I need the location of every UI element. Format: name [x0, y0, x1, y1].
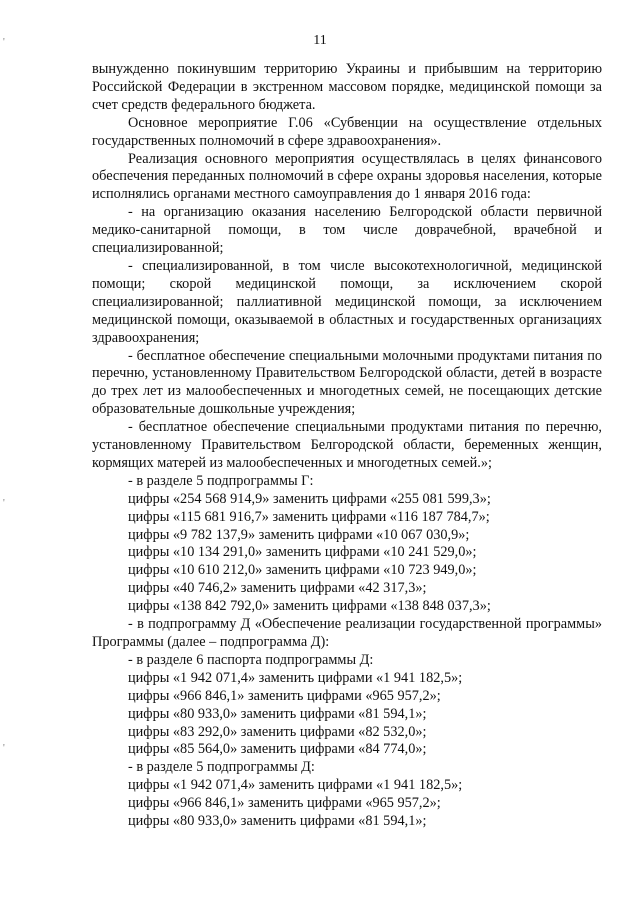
list-item: цифры «1 942 071,4» заменить цифрами «1 941 182,5»; — [128, 777, 463, 794]
list-item: цифры «966 846,1» заменить цифрами «965 957,2»; — [128, 795, 441, 812]
page-number: 11 — [313, 33, 327, 48]
paragraph: - специализированной, в том числе высокотехнологичной, медицинской помощи; скорой медицинской помощи, за исключением скорой специализированной; паллиативной медицинской помощи, за исключением медицинской помощи, оказываемой в областных и государственных организациях здравоохранения; — [92, 257, 602, 346]
paragraph: Основное мероприятие Г.06 «Субвенции на осуществление отдельных государственных полномочий в сфере здравоохранения». — [92, 114, 602, 149]
section-heading: - в разделе 6 паспорта подпрограммы Д: — [128, 651, 374, 668]
list-item: цифры «9 782 137,9» заменить цифрами «10 067 030,9»; — [128, 526, 470, 543]
paragraph: - в подпрограмму Д «Обеспечение реализации государственной программы» Программы (далее – подпрограмма Д): — [92, 616, 602, 650]
margin-mark: ' — [3, 743, 5, 754]
list-item: цифры «40 746,2» заменить цифрами «42 317,3»; — [128, 580, 427, 597]
margin-mark: ' — [3, 498, 5, 509]
section-heading: - в разделе 5 подпрограммы Г: — [128, 472, 314, 489]
list-item: цифры «10 610 212,0» заменить цифрами «10 723 949,0»; — [128, 562, 477, 579]
list-item: цифры «254 568 914,9» заменить цифрами «255 081 599,3»; — [128, 490, 491, 507]
list-item: цифры «1 942 071,4» заменить цифрами «1 941 182,5»; — [128, 669, 463, 686]
section-d6 — [92, 652, 602, 759]
list-item: цифры «138 842 792,0» заменить цифрами «138 848 037,3»; — [128, 598, 491, 615]
list-item: цифры «115 681 916,7» заменить цифрами «116 187 784,7»; — [128, 508, 490, 525]
section-g5 — [92, 473, 602, 616]
paragraph: - на организацию оказания населению Белгородской области первичной медико-санитарной помощи, в том числе доврачебной, врачебной и специализированной; — [92, 204, 602, 257]
list-item: цифры «83 292,0» заменить цифрами «82 532,0»; — [128, 723, 427, 740]
margin-mark: ' — [3, 37, 5, 48]
list-item: цифры «10 134 291,0» заменить цифрами «10 241 529,0»; — [128, 544, 477, 561]
section-heading: - в разделе 5 подпрограммы Д: — [128, 759, 315, 776]
paragraph: Реализация основного мероприятия осуществлялась в целях финансового обеспечения переданных полномочий в сфере охраны здоровья населения, которые исполнялись органами местного самоуправления до 1 января 2016 года: — [92, 150, 602, 203]
list-item: цифры «966 846,1» заменить цифрами «965 957,2»; — [128, 687, 441, 704]
section-d5 — [92, 759, 602, 831]
list-item: цифры «85 564,0» заменить цифрами «84 774,0»; — [128, 741, 427, 758]
paragraph: - бесплатное обеспечение специальными продуктами питания по перечню, установленному Правительством Белгородской области, беременных женщин, кормящих матерей из малообеспеченных и многодетных семей.»; — [92, 419, 602, 471]
paragraph: вынужденно покинувшим территорию Украины и прибывшим на территорию Российской Федерации в экстренном массовом порядке, медицинской помощи за счет средств федерального бюджета. — [92, 61, 602, 113]
list-item: цифры «80 933,0» заменить цифрами «81 594,1»; — [128, 705, 427, 722]
paragraph: - бесплатное обеспечение специальными молочными продуктами питания по перечню, установленному Правительством Белгородской области, детей в возрасте до трех лет из малообеспеченных и многодетных семей, не посещающих детские образовательные дошкольные учреждения; — [92, 347, 602, 418]
document-body — [92, 61, 602, 831]
list-item: цифры «80 933,0» заменить цифрами «81 594,1»; — [128, 813, 427, 830]
